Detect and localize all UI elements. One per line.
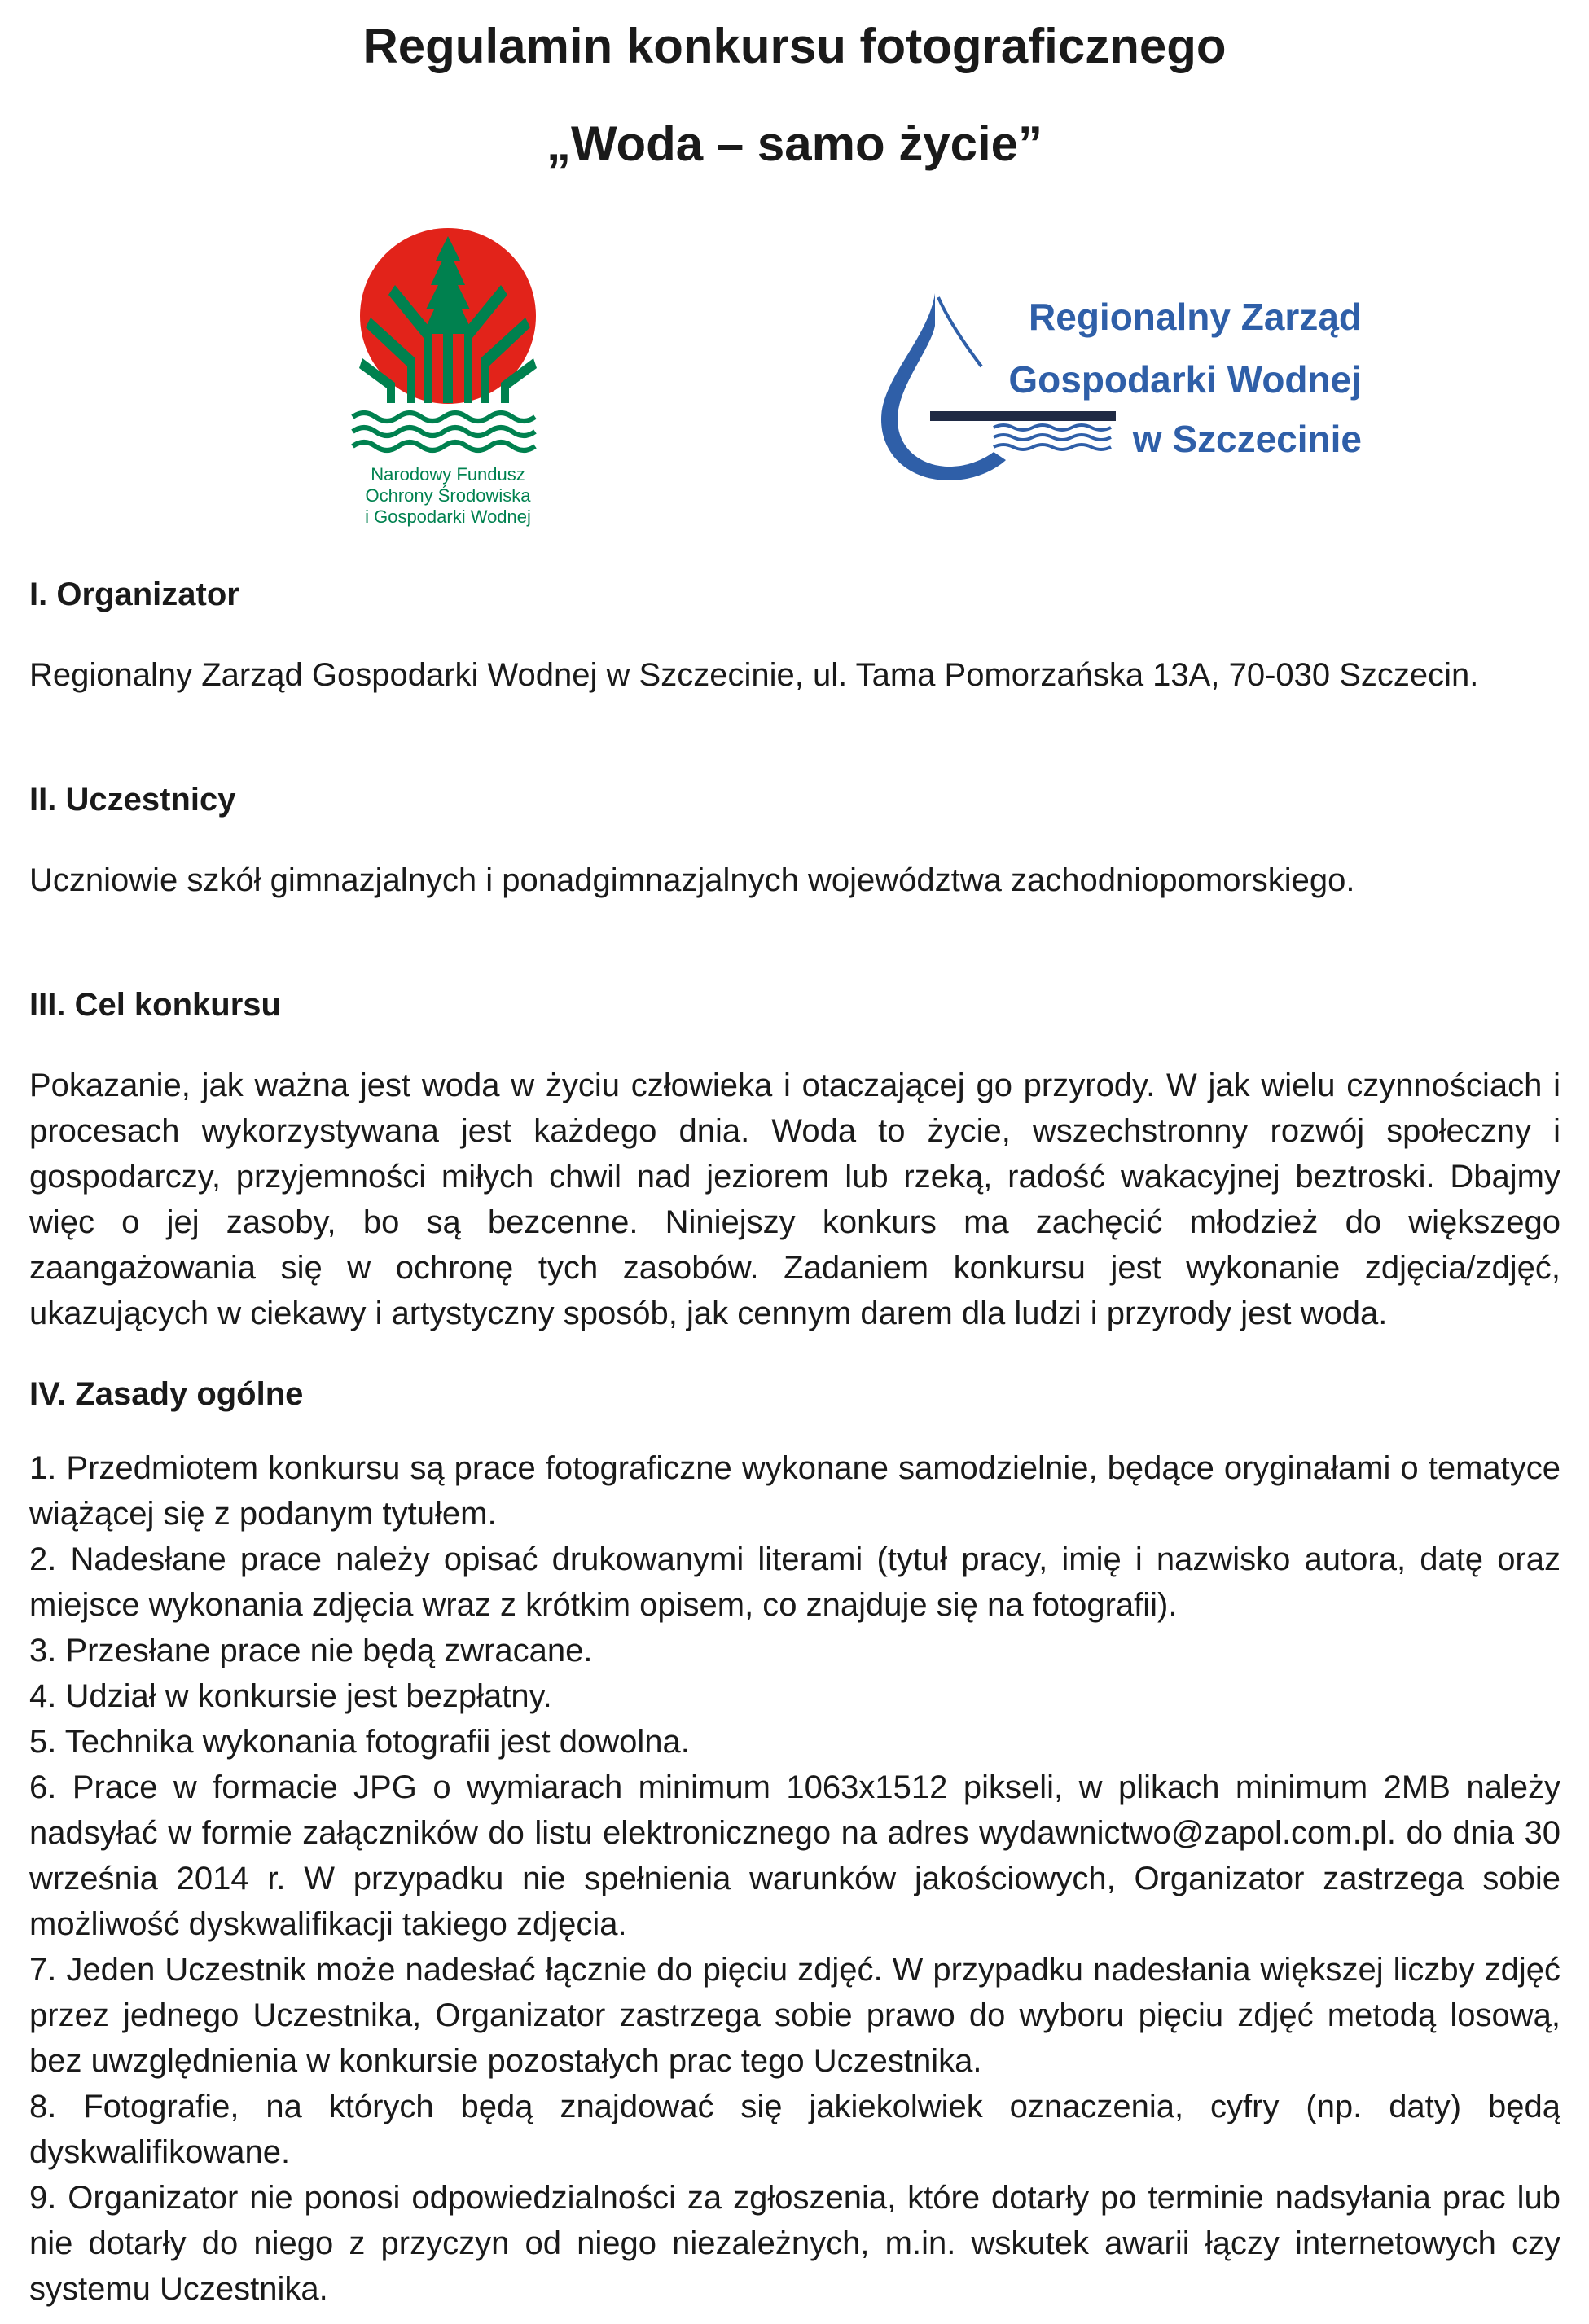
rule-item-9: 9. Organizator nie ponosi odpowiedzialności za zgłoszenia, które dotarły po terminie nadsyłania prac lub nie dotarły do niego z przyczyn od niego niezależnych, m.in. wskutek awarii łączy internetowych czy systemu Uczestnika. [29, 2180, 1560, 2307]
section-uczestnicy-heading: II. Uczestnicy [29, 782, 236, 818]
rule-item-8: 8. Fotografie, na których będą znajdować się jakiekolwiek oznaczenia, cyfry (np. daty) będą dyskwalifikowane. [29, 2089, 1560, 2170]
rule-item-4: 4. Udział w konkursie jest bezpłatny. [29, 1678, 552, 1714]
rule-item-5: 5. Technika wykonania fotografii jest dowolna. [29, 1724, 690, 1760]
section-uczestnicy-text: Uczniowie szkół gimnazjalnych i ponadgimnazjalnych województwa zachodniopomorskiego. [29, 862, 1355, 898]
section-cel-heading: III. Cel konkursu [29, 987, 281, 1023]
rzgw-logo-line1: Regionalny Zarząd [1029, 296, 1362, 338]
nfos-logo [346, 228, 550, 537]
rule-item-2: 2. Nadesłane prace należy opisać drukowanymi literami (tytuł pracy, imię i nazwisko autora, datę oraz miejsce wykonania zdjęcia wraz z krótkim opisem, co znajduje się na fotografii). [29, 1541, 1560, 1623]
nfos-logo-waves [353, 413, 535, 450]
document-subtitle: „Woda – samo życie” [546, 116, 1043, 171]
rule-item-7: 7. Jeden Uczestnik może nadesłać łącznie do pięciu zdjęć. W przypadku nadesłania większej liczby zdjęć przez jednego Uczestnika, Organizator zastrzega sobie prawo do wyboru pięciu zdjęć metodą losową, bez uwzględnienia w konkursie pozostałych prac tego Uczestnika. [29, 1952, 1560, 2079]
section-organizator-heading: I. Organizator [29, 577, 239, 612]
rule-item-3: 3. Przesłane prace nie będą zwracane. [29, 1633, 593, 1668]
rules-list [29, 1445, 1560, 2312]
section-organizator-text: Regionalny Zarząd Gospodarki Wodnej w Szczecinie, ul. Tama Pomorzańska 13A, 70-030 Szczecin. [29, 657, 1479, 693]
nfos-logo-line2: Ochrony Środowiska [365, 485, 531, 506]
rzgw-logo-line2: Gospodarki Wodnej [1008, 358, 1362, 401]
rzgw-logo [871, 289, 1376, 485]
document-title: Regulamin konkursu fotograficznego [362, 19, 1227, 73]
section-cel-text: Pokazanie, jak ważna jest woda w życiu człowieka i otaczającej go przyrody. W jak wielu czynnościach i procesach wykorzystywana jest każdego dnia. Woda to życie, wszechstronny rozwój społeczny i gospodarczy, przyjemności miłych chwil nad jeziorem lub rzeką, radość wakacyjnej beztroski. Dbajmy więc o jej zasoby, bo są bezcenne. Niniejszy konkurs ma zachęcić młodzież do większego zaangażowania się w ochronę tych zasobów. Zadaniem konkursu jest wykonanie zdjęcia/zdjęć, ukazujących w ciekawy i artystyczny sposób, jak cennym darem dla ludzi i przyrody jest woda. [29, 1068, 1560, 1331]
rule-item-1: 1. Przedmiotem konkursu są prace fotograficzne wykonane samodzielnie, będące oryginałami o tematyce wiążącej się z podanym tytułem. [29, 1450, 1560, 1532]
rule-item-6: 6. Prace w formacie JPG o wymiarach minimum 1063x1512 pikseli, w plikach minimum 2MB należy nadsyłać w formie załączników do listu elektronicznego na adres wydawnictwo@zapol.com.pl. do dnia 30 września 2014 r. W przypadku nie spełnienia warunków jakościowych, Organizator zastrzega sobie możliwość dyskwalifikacji takiego zdjęcia. [29, 1769, 1560, 1942]
section-zasady-heading: IV. Zasady ogólne [29, 1376, 304, 1412]
nfos-logo-line3: i Gospodarki Wodnej [365, 506, 531, 527]
rzgw-logo-line3: w Szczecinie [1132, 418, 1362, 460]
nfos-logo-line1: Narodowy Fundusz [371, 464, 525, 485]
